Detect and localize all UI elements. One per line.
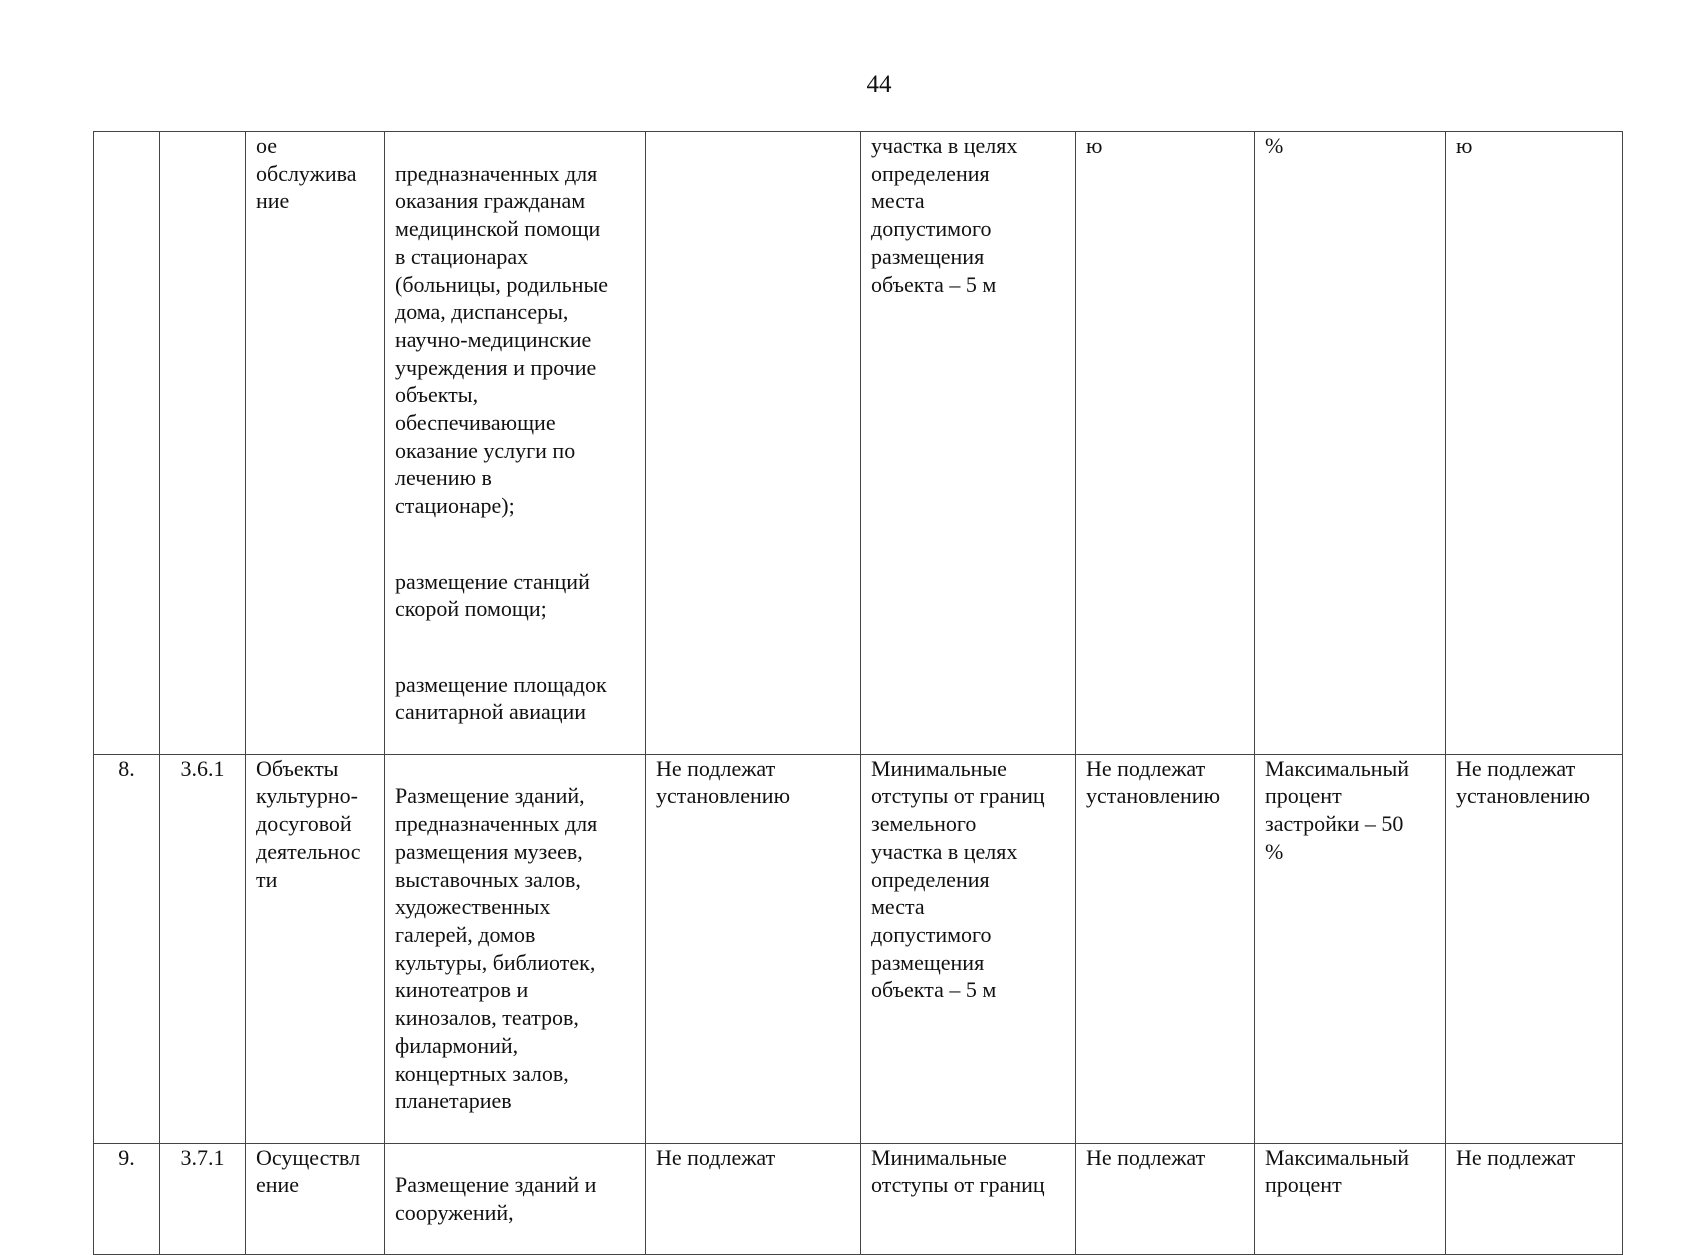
land-use-name: ое обслужива ние xyxy=(246,132,385,755)
parameter-cell xyxy=(646,132,861,755)
building-coverage-cell: Максимальный процент застройки – 50 % xyxy=(1255,754,1446,1143)
setback-cell: Минимальные отступы от границ земельного участка в целях определения места допустимого размещения объекта – 5 м xyxy=(861,754,1076,1143)
description-paragraph: размещение площадок санитарной авиации xyxy=(395,671,607,725)
land-use-code: 3.6.1 xyxy=(160,754,246,1143)
row-number: 8. xyxy=(94,754,160,1143)
row-number: 9. xyxy=(94,1143,160,1255)
setback-cell: участка в целях определения места допустимого размещения объекта – 5 м xyxy=(861,132,1076,755)
land-use-code: 3.7.1 xyxy=(160,1143,246,1255)
description-paragraph: Размещение зданий, предназначенных для размещения музеев, выставочных залов, художественных галерей, домов культуры, библиотек, кинотеатров и кинозалов, театров, филармоний, концертных залов, планетариев xyxy=(395,783,598,1114)
page-number: 44 xyxy=(866,71,892,98)
parameter-cell: Не подлежат установлению xyxy=(646,754,861,1143)
land-use-description xyxy=(385,1143,646,1255)
parameter-cell: ю xyxy=(1446,132,1623,755)
land-use-code xyxy=(160,132,246,755)
parameter-cell: ю xyxy=(1076,132,1255,755)
building-coverage-cell: % xyxy=(1255,132,1446,755)
building-coverage-cell: Максимальный процент xyxy=(1255,1143,1446,1255)
regulations-table xyxy=(93,131,1623,1255)
table-row xyxy=(94,1143,1623,1255)
table-row xyxy=(94,132,1623,755)
parameter-cell: Не подлежат xyxy=(1446,1143,1623,1255)
land-use-name: Осуществл ение xyxy=(246,1143,385,1255)
description-paragraph: Размещение зданий и сооружений, xyxy=(395,1172,597,1226)
land-use-description xyxy=(385,754,646,1143)
parameter-cell: Не подлежат установлению xyxy=(1446,754,1623,1143)
setback-cell: Минимальные отступы от границ xyxy=(861,1143,1076,1255)
parameter-cell: Не подлежат установлению xyxy=(1076,754,1255,1143)
row-number xyxy=(94,132,160,755)
description-paragraph: предназначенных для оказания гражданам медицинской помощи в стационарах (больницы, родильные дома, диспансеры, научно-медицинские учреждения и прочие объекты, обеспечивающие оказание услуги по лечению в стационаре); xyxy=(395,160,609,519)
description-paragraph: размещение станций скорой помощи; xyxy=(395,568,590,622)
land-use-description xyxy=(385,132,646,755)
parameter-cell: Не подлежат xyxy=(646,1143,861,1255)
table-row xyxy=(94,754,1623,1143)
land-use-name: Объекты культурно- досуговой деятельнос ти xyxy=(246,754,385,1143)
parameter-cell: Не подлежат xyxy=(1076,1143,1255,1255)
